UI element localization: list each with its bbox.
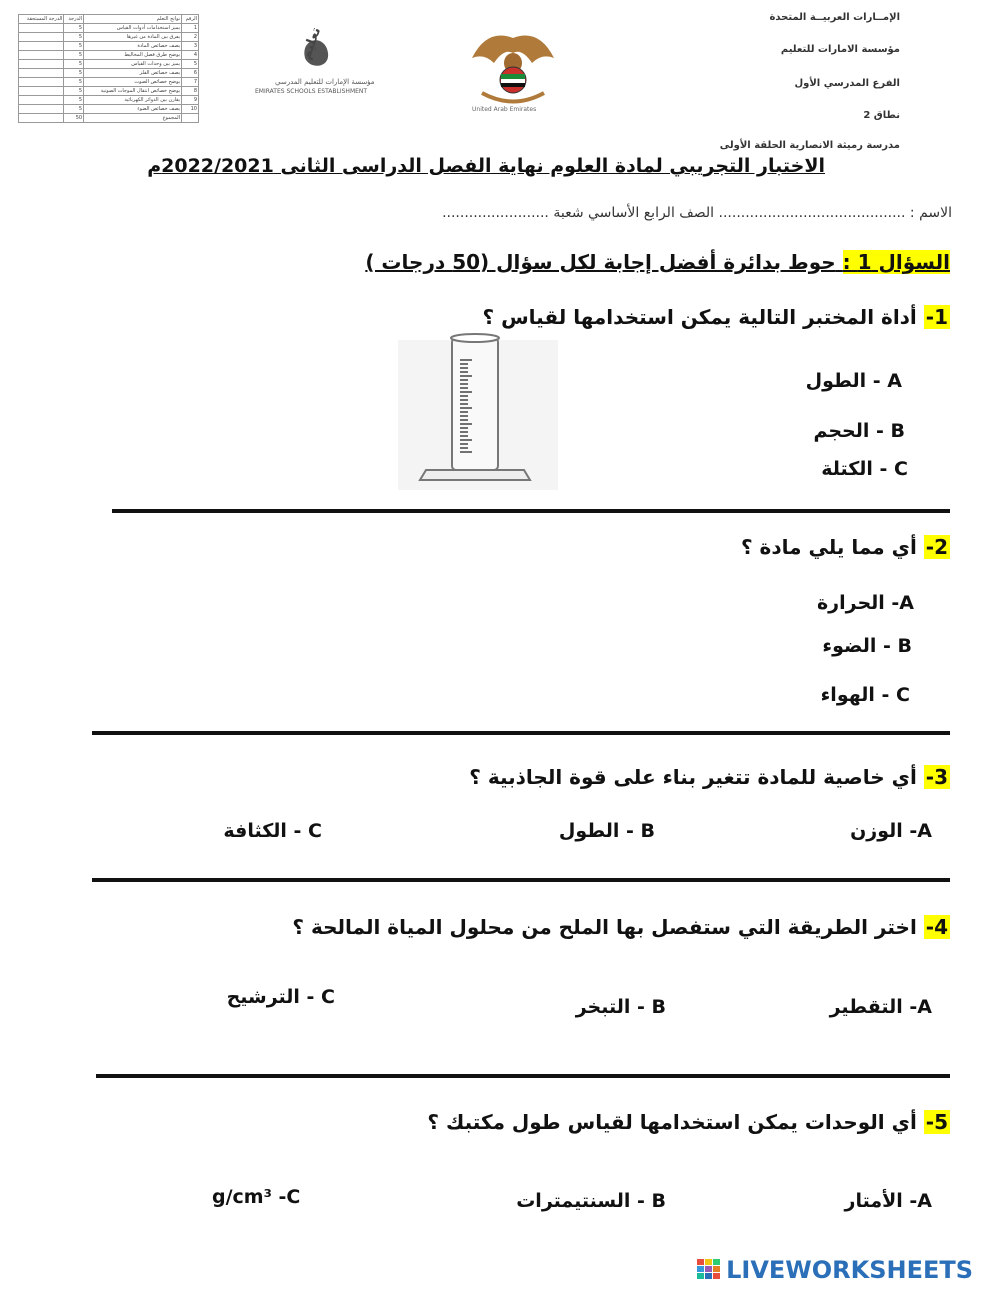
question-text: أي خاصية للمادة تتغير بناء على قوة الجاذبية ؟ <box>469 765 917 789</box>
q3-option-a[interactable]: A- الوزن <box>850 820 932 842</box>
name-label: الاسم : <box>909 205 952 221</box>
question-5 <box>427 1110 950 1134</box>
table-cell <box>19 78 64 87</box>
question-3 <box>469 765 950 789</box>
header-school: مدرسة رميثة الانصارية الحلقة الأولى <box>719 140 900 151</box>
table-cell: 6 <box>182 69 199 78</box>
header-country: الإمــارات العربيــة المتحدة <box>769 12 900 23</box>
question-number: 4- <box>925 915 948 939</box>
question-text: أي الوحدات يمكن استخدامها لقياس طول مكتبك ؟ <box>427 1110 917 1134</box>
table-row <box>19 78 199 87</box>
exam-title: الاختبار التجريبي لمادة العلوم نهاية الفصل الدراسى الثانى 2022/2021م <box>147 155 825 177</box>
header-zone: نطاق 2 <box>863 110 900 121</box>
table-cell <box>19 96 64 105</box>
table-cell <box>19 105 64 114</box>
table-cell: 50 <box>64 114 84 123</box>
table-cell: الدرجة المستحقة <box>19 15 64 24</box>
question-number: 1- <box>925 305 948 329</box>
liveworksheets-logo <box>697 1256 973 1284</box>
table-cell: 2 <box>182 33 199 42</box>
objectives-table <box>18 14 199 123</box>
uae-emblem <box>462 18 564 118</box>
q1-option-c[interactable]: C - الكتلة <box>821 458 908 480</box>
school-logo <box>250 25 375 100</box>
table-cell <box>19 33 64 42</box>
class-label: الصف الرابع الأساسي شعبة ........................ <box>442 205 715 221</box>
question-4 <box>292 915 950 939</box>
table-cell: يفرق بين المادة من غيرها <box>84 33 182 42</box>
table-cell <box>19 42 64 51</box>
q4-option-c[interactable]: C - الترشيح <box>226 986 335 1008</box>
table-row <box>19 33 199 42</box>
table-cell: 5 <box>64 51 84 60</box>
table-cell: يصف خصائص المادة <box>84 42 182 51</box>
emblem-caption: United Arab Emirates <box>472 106 537 113</box>
table-cell <box>19 69 64 78</box>
q4-option-b[interactable]: B - التبخر <box>575 996 666 1018</box>
section-label: السؤال 1 : <box>842 250 950 274</box>
table-cell: نواتج التعلم <box>84 15 182 24</box>
school-logo-text-en: EMIRATES SCHOOLS ESTABLISHMENT <box>255 88 368 95</box>
graduated-cylinder-icon <box>398 330 558 490</box>
table-cell <box>182 114 199 123</box>
school-logo-word: تعليم <box>298 25 325 62</box>
question-number: 3- <box>925 765 948 789</box>
table-cell: 5 <box>64 105 84 114</box>
table-cell: يميز بين وحدات القياس <box>84 60 182 69</box>
table-cell: 4 <box>182 51 199 60</box>
section-instruction: حوط بدائرة أفضل إجابة لكل سؤال (50 درجات ) <box>365 250 836 274</box>
table-row <box>19 60 199 69</box>
question-1 <box>483 305 951 329</box>
q2-option-a[interactable]: A- الحرارة <box>816 592 914 614</box>
table-cell: يوضح طرق فصل المخاليط <box>84 51 182 60</box>
table-row <box>19 114 199 123</box>
table-cell: 10 <box>182 105 199 114</box>
falcon-emblem-icon <box>462 18 564 118</box>
name-field[interactable]: .......................................... <box>718 205 906 221</box>
table-cell: 5 <box>64 33 84 42</box>
q5-option-a[interactable]: A- الأمتار <box>844 1190 932 1212</box>
table-cell <box>19 87 64 96</box>
table-cell: يوضح خصائص انتقال الموجات الصوتية <box>84 87 182 96</box>
question-2 <box>741 535 950 559</box>
table-cell: 5 <box>64 78 84 87</box>
table-cell: 5 <box>182 60 199 69</box>
table-row <box>19 87 199 96</box>
q4-option-a[interactable]: A- التقطير <box>829 996 932 1018</box>
table-row <box>19 69 199 78</box>
table-cell: 7 <box>182 78 199 87</box>
table-cell <box>19 51 64 60</box>
table-cell: الرقم <box>182 15 199 24</box>
graduated-cylinder-image <box>398 330 558 490</box>
question-text: اختر الطريقة التي ستفصل بها الملح من محلول المياة المالحة ؟ <box>292 915 917 939</box>
table-cell: 9 <box>182 96 199 105</box>
q2-option-b[interactable]: B - الضوء <box>822 635 912 657</box>
table-cell <box>19 60 64 69</box>
table-row <box>19 24 199 33</box>
school-logo-text-ar: مؤسسة الإمارات للتعليم المدرسي <box>275 78 375 86</box>
table-header-row <box>19 15 199 24</box>
table-cell: 1 <box>182 24 199 33</box>
divider <box>92 731 950 735</box>
table-row <box>19 51 199 60</box>
q1-option-b[interactable]: B - الحجم <box>813 420 905 442</box>
table-cell <box>19 24 64 33</box>
table-cell <box>19 114 64 123</box>
liveworksheets-logo-icon <box>697 1259 721 1281</box>
q5-option-c[interactable]: g/cm³ -C <box>212 1186 301 1208</box>
table-row <box>19 96 199 105</box>
table-cell: 5 <box>64 69 84 78</box>
table-row <box>19 42 199 51</box>
q3-option-b[interactable]: B - الطول <box>558 820 655 842</box>
table-cell: يصف خصائص الضوء <box>84 105 182 114</box>
table-cell: 8 <box>182 87 199 96</box>
q5-option-b[interactable]: B - السنتيمترات <box>516 1190 666 1212</box>
divider <box>96 1074 950 1078</box>
question-text: أداة المختبر التالية يمكن استخدامها لقياس ؟ <box>482 305 917 329</box>
header-branch: الفرع المدرسي الأول <box>794 78 900 89</box>
table-cell: 5 <box>64 42 84 51</box>
divider <box>92 878 950 882</box>
table-cell: 5 <box>64 87 84 96</box>
question-number: 2- <box>925 535 948 559</box>
table-cell: يوضح خصائص الصوت <box>84 78 182 87</box>
brand-text: LIVEWORKSHEETS <box>726 1256 974 1284</box>
q2-option-c[interactable]: C - الهواء <box>820 684 910 706</box>
table-cell: الدرجة <box>64 15 84 24</box>
table-cell: يقارن بين الدوائر الكهربائية <box>84 96 182 105</box>
q1-option-a[interactable]: A - الطول <box>805 370 902 392</box>
table-row <box>19 105 199 114</box>
table-cell: 5 <box>64 60 84 69</box>
q3-option-c[interactable]: C - الكثافة <box>223 820 322 842</box>
divider <box>112 509 950 513</box>
table-cell: يميز استخدامات أدوات القياس <box>84 24 182 33</box>
table-cell: 5 <box>64 96 84 105</box>
question-text: أي مما يلي مادة ؟ <box>740 535 917 559</box>
student-info-row <box>442 205 952 221</box>
table-cell: 3 <box>182 42 199 51</box>
header-foundation: مؤسسة الامارات للتعليم <box>780 44 900 55</box>
table-cell: يصف خصائص الفلز <box>84 69 182 78</box>
section-heading <box>365 250 950 274</box>
question-number: 5- <box>925 1110 948 1134</box>
table-cell: المجموع <box>84 114 182 123</box>
table-cell: 5 <box>64 24 84 33</box>
